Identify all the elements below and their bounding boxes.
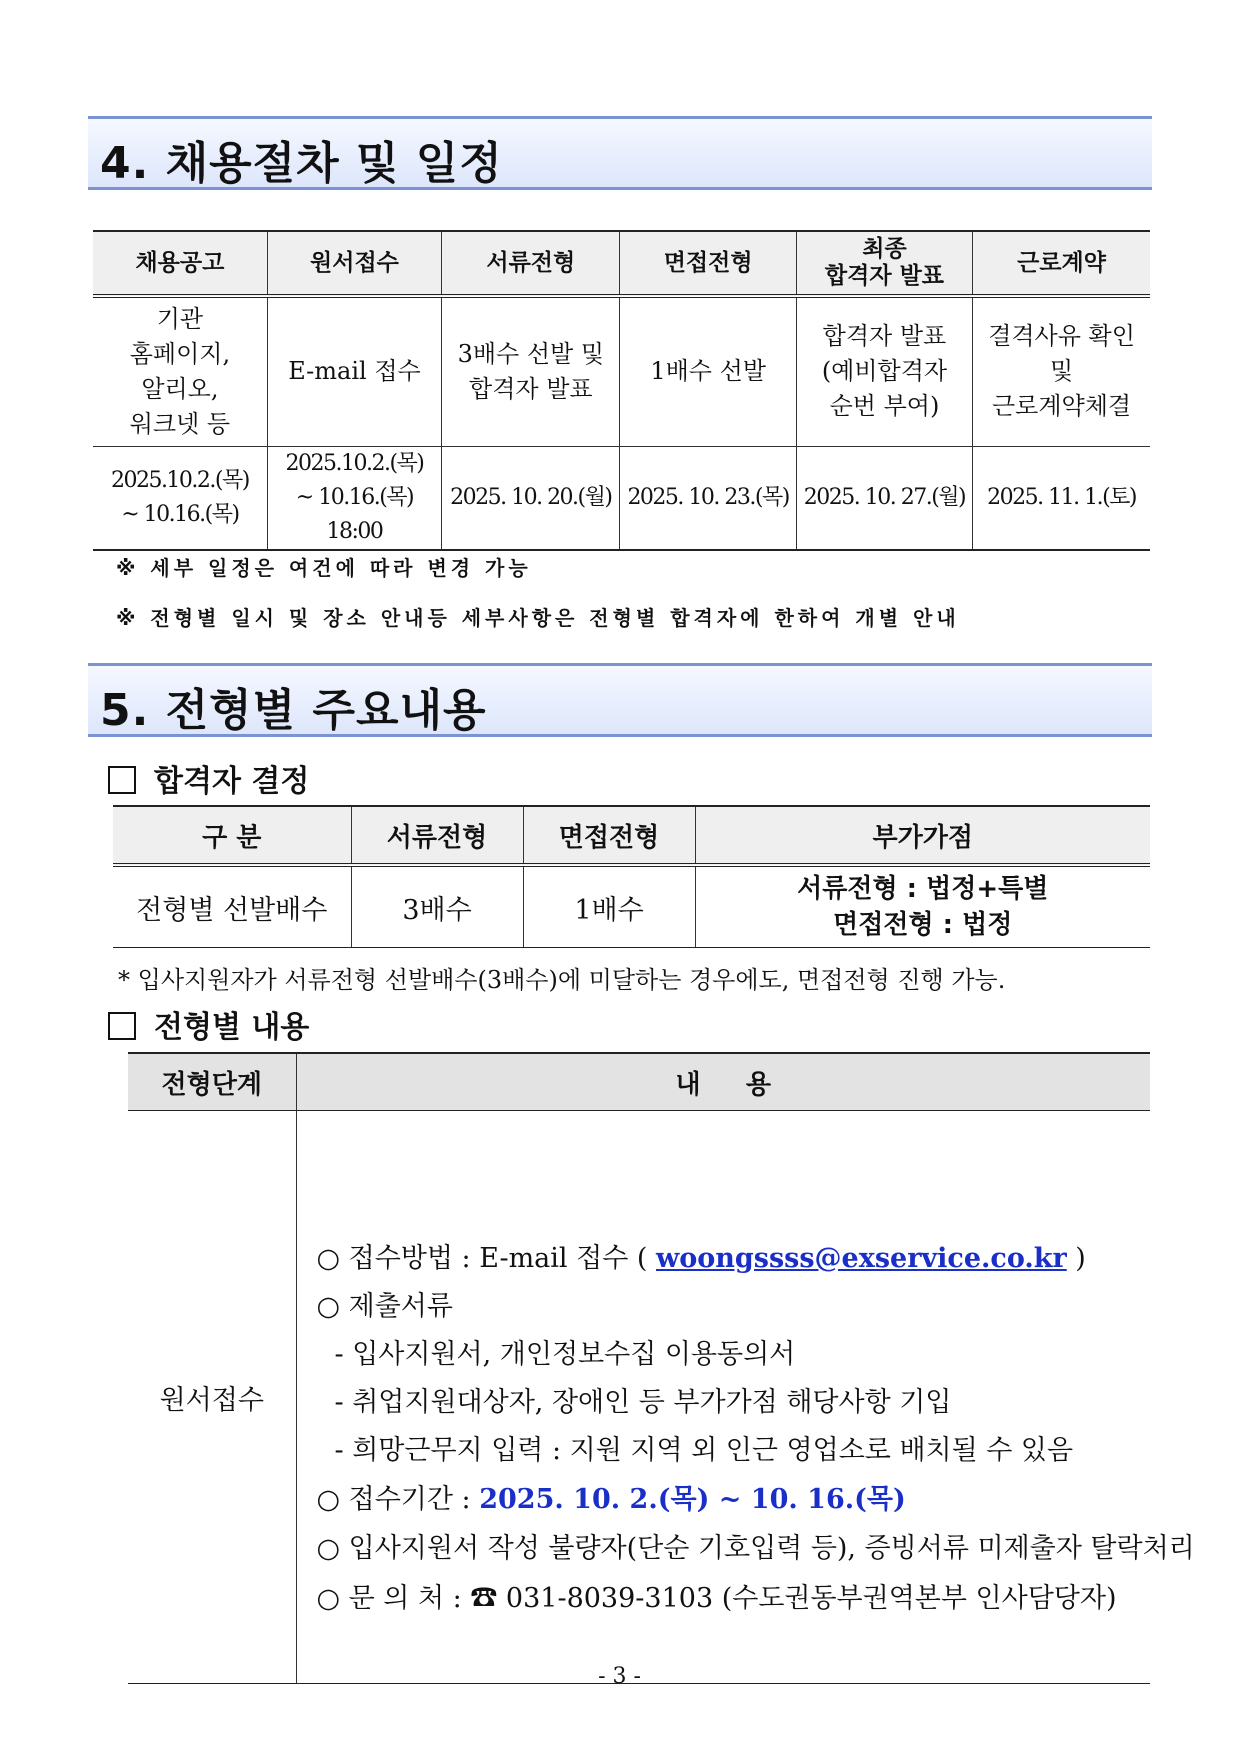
header-stage: 전형단계 [128, 1053, 296, 1111]
date-interview: 2025. 10. 23.(목) [620, 446, 796, 550]
header-application: 원서접수 [267, 231, 441, 296]
note-schedule-change: ※ 세부 일정은 여건에 따라 변경 가능 [116, 556, 532, 580]
document-item: - 희망근무지 입력 : 지원 지역 외 인근 영업소로 배치될 수 있음 [334, 1435, 1074, 1466]
pass-row [113, 865, 1150, 948]
header-interview: 면접전형 [620, 231, 796, 296]
note-individual-notice: ※ 전형별 일시 및 장소 안내등 세부사항은 전형별 합격자에 한하여 개별 안내 [116, 606, 960, 630]
schedule-table [93, 230, 1150, 551]
checkbox-square-icon [108, 766, 136, 794]
row-label: 전형별 선발배수 [113, 865, 351, 948]
section-5-title: 5. 전형별 주요내용 [100, 685, 487, 736]
date-final-announcement: 2025. 10. 27.(월) [796, 446, 972, 550]
document-item: - 입사지원서, 개인정보수집 이용동의서 [334, 1339, 796, 1370]
method-recruit-notice: 기관 홈페이지, 알리오, 워크넷 등 [93, 296, 267, 446]
method-application: E-mail 접수 [267, 296, 441, 446]
header-document-screening: 서류전형 [442, 231, 620, 296]
section-5-header [88, 663, 1152, 737]
pass-decision-table [113, 805, 1150, 948]
contact-info: ○ 문 의 처 : ☎ 031-8039-3103 (수도권동부권역본부 인사담당자) [316, 1583, 1117, 1614]
application-method: ○ 접수방법 : E-mail 접수 ( woongssss@exservice.co.kr ) [316, 1243, 1086, 1274]
date-recruit-notice: 2025.10.2.(목) ~ 10.16.(목) [93, 446, 267, 550]
stage-row [128, 1111, 1150, 1684]
interview-multiplier: 1배수 [523, 865, 695, 948]
date-application: 2025.10.2.(목) ~ 10.16.(목) 18:00 [267, 446, 441, 550]
pass-footnote: * 입사지원자가 서류전형 선발배수(3배수)에 미달하는 경우에도, 면접전형 진행 가능. [118, 966, 1006, 994]
page-number: - 3 - [598, 1664, 641, 1689]
pass-decision-heading: 합격자 결정 [108, 756, 309, 800]
stage-header-row [128, 1053, 1150, 1111]
header-bonus: 부가가점 [695, 806, 1150, 865]
method-final-announcement: 합격자 발표 (예비합격자 순번 부여) [796, 296, 972, 446]
pass-header-row [113, 806, 1150, 865]
method-document-screening: 3배수 선발 및 합격자 발표 [442, 296, 620, 446]
header-final-announcement: 최종 합격자 발표 [796, 231, 972, 296]
documents-title: ○ 제출서류 [316, 1291, 453, 1322]
stage-name: 원서접수 [128, 1111, 296, 1684]
method-contract: 결격사유 확인 및 근로계약체결 [973, 296, 1150, 446]
header-recruit-notice: 채용공고 [93, 231, 267, 296]
schedule-method-row [93, 296, 1150, 446]
header-category: 구 분 [113, 806, 351, 865]
checkbox-square-icon [108, 1012, 136, 1040]
document-item: - 취업지원대상자, 장애인 등 부가가점 해당사항 기입 [334, 1387, 952, 1418]
section-4-header [88, 116, 1152, 190]
date-contract: 2025. 11. 1.(토) [973, 446, 1150, 550]
method-interview: 1배수 선발 [620, 296, 796, 446]
schedule-date-row [93, 446, 1150, 550]
header-interview: 면접전형 [523, 806, 695, 865]
date-document-screening: 2025. 10. 20.(월) [442, 446, 620, 550]
header-contract: 근로계약 [973, 231, 1150, 296]
stage-content-heading: 전형별 내용 [108, 1002, 309, 1046]
phone-icon: ☎ [470, 1583, 498, 1614]
header-content: 내 용 [296, 1053, 1150, 1111]
schedule-header-row [93, 231, 1150, 296]
application-period: ○ 접수기간 : 2025. 10. 2.(목) ~ 10. 16.(목) [316, 1484, 906, 1515]
bonus-points: 서류전형 : 법정+특별 면접전형 : 법정 [695, 865, 1150, 948]
document-multiplier: 3배수 [351, 865, 523, 948]
stage-details [296, 1111, 1195, 1684]
disqualification-note: ○ 입사지원서 작성 불량자(단순 기호입력 등), 증빙서류 미제출자 탈락처리 [316, 1533, 1195, 1564]
header-document: 서류전형 [351, 806, 523, 865]
stage-content-table [128, 1052, 1195, 1684]
email-link[interactable]: woongssss@exservice.co.kr [655, 1243, 1067, 1274]
section-4-title: 4. 채용절차 및 일정 [100, 138, 503, 189]
